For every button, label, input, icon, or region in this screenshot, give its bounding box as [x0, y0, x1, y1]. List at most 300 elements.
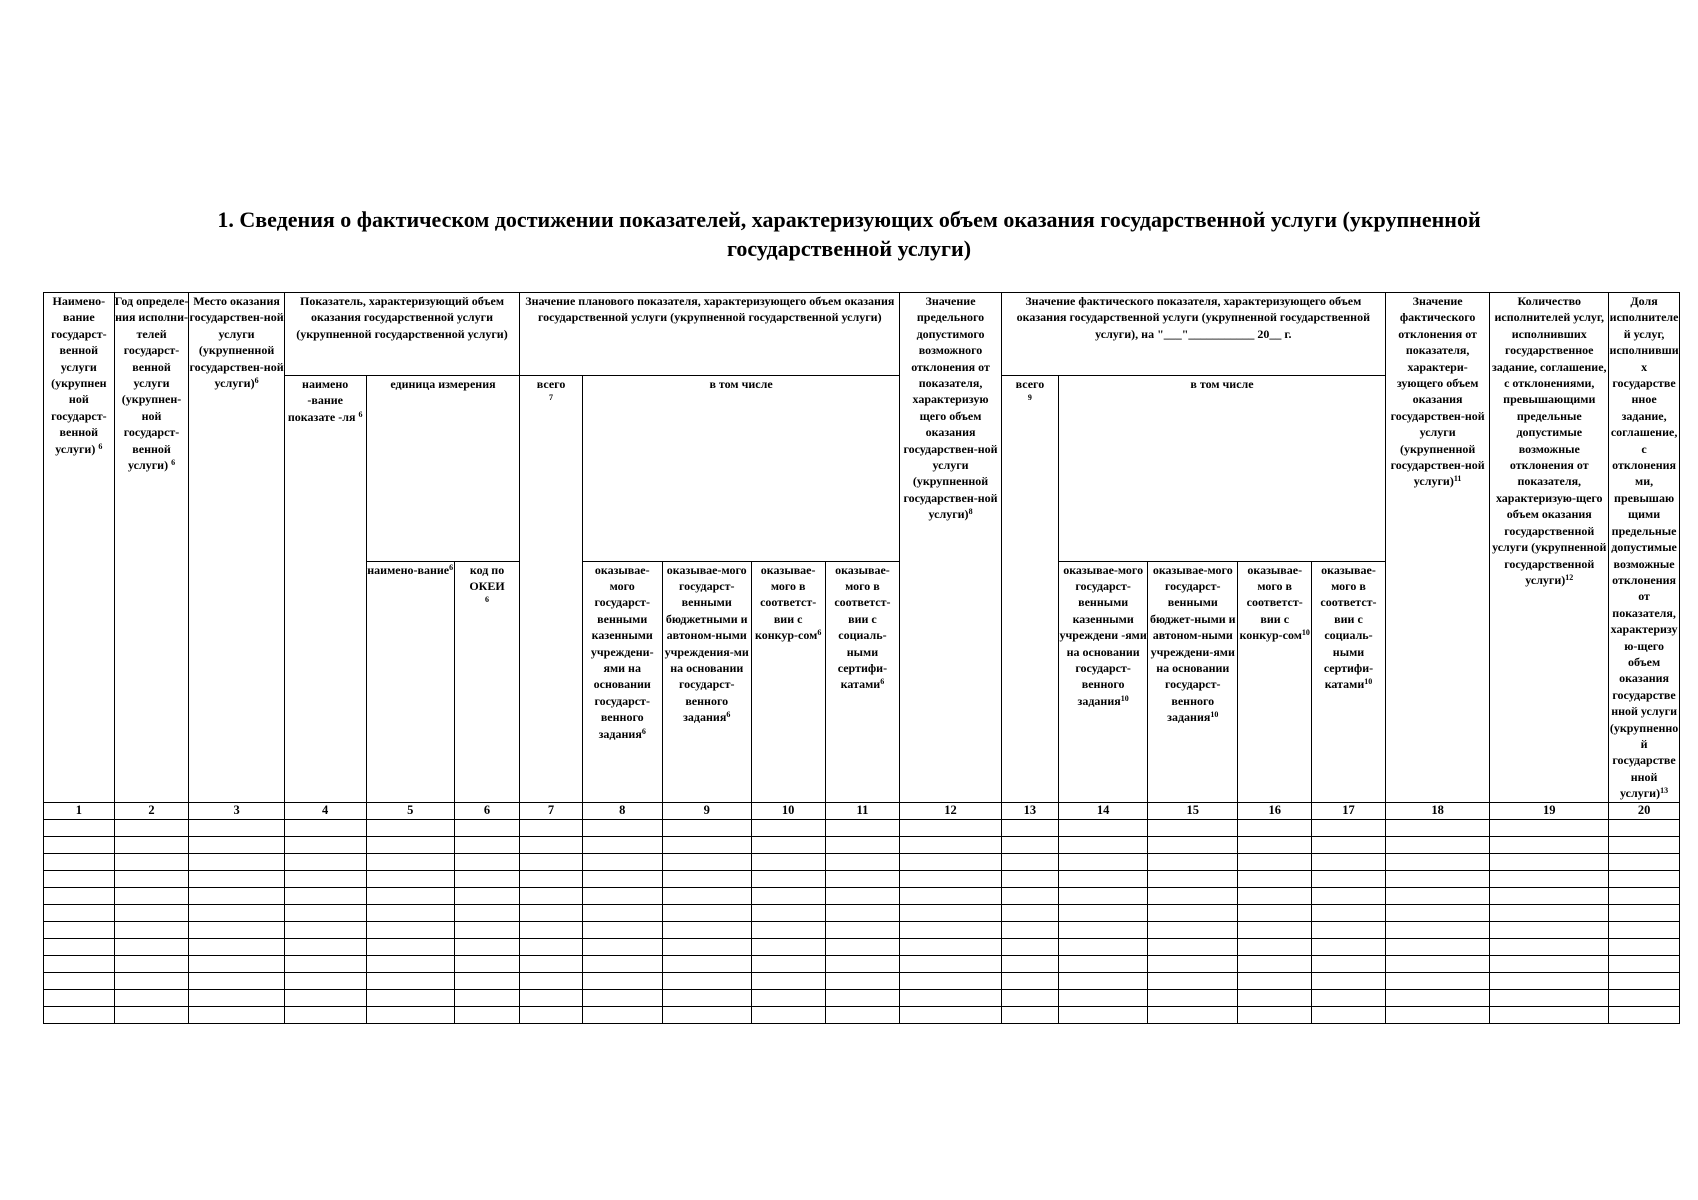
table-cell [44, 921, 115, 938]
column-number: 10 [751, 802, 825, 819]
table-cell [662, 870, 751, 887]
table-cell [825, 938, 900, 955]
column-number: 15 [1148, 802, 1238, 819]
table-cell [751, 819, 825, 836]
table-cell [1001, 955, 1058, 972]
column-number: 3 [189, 802, 284, 819]
table-cell [284, 1006, 366, 1023]
table-cell [366, 887, 454, 904]
table-cell [1609, 921, 1680, 938]
table-cell [1490, 1006, 1609, 1023]
table-cell [1609, 836, 1680, 853]
table-cell [1001, 904, 1058, 921]
table-cell [662, 989, 751, 1006]
table-cell [520, 938, 582, 955]
header-indicator-group: Показатель, характеризующий объем оказания государственной услуги (укрупненной государственной услуги) [284, 293, 520, 376]
table-cell [1001, 870, 1058, 887]
table-cell [1490, 887, 1609, 904]
table-row [44, 904, 1680, 921]
table-cell [366, 836, 454, 853]
table-cell [751, 955, 825, 972]
table-cell [1490, 836, 1609, 853]
table-cell [114, 853, 189, 870]
table-cell [454, 870, 520, 887]
table-cell [1385, 955, 1489, 972]
header-plan-budget-institutions: оказывае-мого государст-венными бюджетными и автоном-ными учреждения-ми на основании государст-венного задания$^6$ [662, 561, 751, 802]
table-cell [1238, 989, 1312, 1006]
table-cell [825, 972, 900, 989]
table-cell [44, 989, 115, 1006]
table-cell [366, 853, 454, 870]
table-cell [284, 955, 366, 972]
table-cell [189, 989, 284, 1006]
table-cell [1609, 819, 1680, 836]
table-cell [582, 938, 662, 955]
table-cell [1312, 887, 1386, 904]
table-cell [1609, 1006, 1680, 1023]
table-cell [1490, 870, 1609, 887]
column-number: 2 [114, 802, 189, 819]
table-cell [366, 870, 454, 887]
table-cell [454, 938, 520, 955]
table-cell [662, 887, 751, 904]
table-cell [284, 836, 366, 853]
table-row [44, 955, 1680, 972]
header-unit-name: наимено-вание$^6$ [366, 561, 454, 802]
table-cell [1385, 887, 1489, 904]
table-cell [1312, 870, 1386, 887]
table-cell [1490, 819, 1609, 836]
table-cell [1148, 1006, 1238, 1023]
table-cell [1238, 819, 1312, 836]
table-row [44, 921, 1680, 938]
table-row [44, 870, 1680, 887]
table-cell [284, 887, 366, 904]
table-cell [189, 870, 284, 887]
table-cell [582, 904, 662, 921]
indicators-table [43, 292, 1680, 1024]
table-cell [1385, 938, 1489, 955]
table-cell [1059, 1006, 1148, 1023]
table-cell [454, 904, 520, 921]
table-cell [189, 972, 284, 989]
table-cell [900, 870, 1001, 887]
table-cell [520, 870, 582, 887]
table-row [44, 972, 1680, 989]
table-cell [1312, 904, 1386, 921]
table-cell [1238, 955, 1312, 972]
table-cell [44, 955, 115, 972]
table-cell [662, 904, 751, 921]
table-cell [366, 921, 454, 938]
table-cell [454, 921, 520, 938]
table-row [44, 1006, 1680, 1023]
table-cell [1238, 836, 1312, 853]
table-cell [44, 1006, 115, 1023]
table-cell [1001, 853, 1058, 870]
table-cell [1059, 887, 1148, 904]
table-cell [114, 955, 189, 972]
header-plan-certificates: оказывае-мого в соответст-вии с социаль-ными сертифи-катами$^6$ [825, 561, 900, 802]
table-cell [1385, 921, 1489, 938]
column-number: 4 [284, 802, 366, 819]
table-cell [1059, 836, 1148, 853]
table-cell [189, 938, 284, 955]
table-cell [751, 972, 825, 989]
table-cell [1148, 938, 1238, 955]
table-cell [900, 1006, 1001, 1023]
table-cell [1609, 904, 1680, 921]
table-cell [114, 819, 189, 836]
table-cell [44, 819, 115, 836]
table-cell [662, 938, 751, 955]
table-cell [1490, 972, 1609, 989]
header-fact-state-institutions: оказывае-мого государст-венными казенными учреждени -ями на основании государст-венного задания$^{10}$ [1059, 561, 1148, 802]
header-fact-budget-institutions: оказывае-мого государст-венными бюджет-ными и автоном-ными учреждени-ями на основании государст-венного задания$^{10}$ [1148, 561, 1238, 802]
table-cell [900, 819, 1001, 836]
table-cell [582, 819, 662, 836]
column-number: 12 [900, 802, 1001, 819]
table-cell [662, 955, 751, 972]
table-cell [1148, 972, 1238, 989]
table-cell [662, 853, 751, 870]
table-cell [114, 1006, 189, 1023]
table-cell [825, 955, 900, 972]
table-cell [366, 904, 454, 921]
table-cell [582, 955, 662, 972]
table-cell [1490, 921, 1609, 938]
table-cell [662, 921, 751, 938]
table-cell [1001, 887, 1058, 904]
table-cell [1490, 955, 1609, 972]
table-cell [1001, 989, 1058, 1006]
table-cell [1059, 870, 1148, 887]
table-cell [1059, 955, 1148, 972]
table-cell [1059, 921, 1148, 938]
table-cell [582, 1006, 662, 1023]
table-cell [1148, 819, 1238, 836]
table-cell [1059, 904, 1148, 921]
table-cell [751, 836, 825, 853]
header-year: Год определе-ния исполни-телей государст-венной услуги (укрупнен-ной государст-венной услуги) $^6$ [114, 293, 189, 803]
header-plan-group: Значение планового показателя, характеризующего объем оказания государственной услуги (укрупненной государственной услуги) [520, 293, 900, 376]
table-row [44, 819, 1680, 836]
table-cell [1609, 938, 1680, 955]
table-cell [751, 904, 825, 921]
table-cell [114, 904, 189, 921]
table-cell [1609, 853, 1680, 870]
table-cell [454, 1006, 520, 1023]
column-number: 13 [1001, 802, 1058, 819]
table-cell [825, 1006, 900, 1023]
table-cell [1385, 853, 1489, 870]
header-unit-group: единица измерения [366, 376, 520, 562]
table-cell [520, 836, 582, 853]
table-cell [1312, 938, 1386, 955]
table-cell [1059, 972, 1148, 989]
table-cell [189, 921, 284, 938]
table-cell [900, 853, 1001, 870]
table-cell [366, 1006, 454, 1023]
table-cell [520, 972, 582, 989]
table-cell [582, 853, 662, 870]
table-cell [1490, 938, 1609, 955]
table-cell [582, 989, 662, 1006]
table-cell [454, 955, 520, 972]
table-cell [1490, 853, 1609, 870]
table-cell [1385, 972, 1489, 989]
table-cell [825, 989, 900, 1006]
table-cell [1238, 853, 1312, 870]
header-max-deviation: Значение предельного допустимого возможного отклонения от показателя, характеризую щего объем оказания государствен-ной услуги (укрупненной государствен-ной услуги)$^8$ [900, 293, 1001, 803]
table-cell [751, 887, 825, 904]
table-cell [1312, 853, 1386, 870]
table-cell [189, 887, 284, 904]
column-numbers-row [44, 802, 1680, 819]
table-cell [1238, 904, 1312, 921]
table-cell [900, 921, 1001, 938]
table-cell [1238, 972, 1312, 989]
header-plan-competition: оказывае-мого в соответст-вии с конкур-сом$^6$ [751, 561, 825, 802]
table-row [44, 853, 1680, 870]
column-number: 11 [825, 802, 900, 819]
table-cell [189, 904, 284, 921]
table-cell [284, 904, 366, 921]
table-cell [825, 904, 900, 921]
table-cell [1148, 921, 1238, 938]
table-cell [189, 819, 284, 836]
table-cell [1490, 989, 1609, 1006]
table-cell [189, 1006, 284, 1023]
column-number: 16 [1238, 802, 1312, 819]
table-cell [1385, 836, 1489, 853]
table-cell [454, 972, 520, 989]
header-fact-certificates: оказывае-мого в соответст-вии с социаль-ными сертифи-катами$^{10}$ [1312, 561, 1386, 802]
table-cell [1001, 972, 1058, 989]
table-cell [284, 989, 366, 1006]
table-cell [1490, 904, 1609, 921]
table-cell [1059, 819, 1148, 836]
header-plan-including: в том числе [582, 376, 900, 562]
column-number: 18 [1385, 802, 1489, 819]
table-cell [1001, 819, 1058, 836]
header-plan-state-institutions: оказывае-мого государст-венными казенными учреждени-ями на основании государст-венного задания$^6$ [582, 561, 662, 802]
table-row [44, 938, 1680, 955]
table-cell [454, 836, 520, 853]
column-number: 14 [1059, 802, 1148, 819]
table-cell [1238, 887, 1312, 904]
table-cell [454, 887, 520, 904]
table-cell [1312, 921, 1386, 938]
table-cell [44, 938, 115, 955]
table-cell [520, 955, 582, 972]
table-cell [1609, 989, 1680, 1006]
table-cell [1059, 989, 1148, 1006]
table-cell [1312, 1006, 1386, 1023]
table-cell [825, 836, 900, 853]
table-cell [366, 955, 454, 972]
table-cell [520, 887, 582, 904]
table-cell [751, 853, 825, 870]
header-indicator-name: наимено -вание показате -ля $^6$ [284, 376, 366, 803]
header-fact-group: Значение фактического показателя, характеризующего объем оказания государственной услуги (укрупненной государственной услуги), на "___"___________ 20__ г. [1001, 293, 1385, 376]
table-cell [1238, 938, 1312, 955]
table-cell [1609, 972, 1680, 989]
table-cell [1148, 955, 1238, 972]
column-number: 8 [582, 802, 662, 819]
table-cell [284, 853, 366, 870]
table-cell [1001, 836, 1058, 853]
table-cell [751, 1006, 825, 1023]
table-cell [114, 989, 189, 1006]
table-cell [900, 955, 1001, 972]
table-cell [1609, 870, 1680, 887]
header-fact-including: в том числе [1059, 376, 1386, 562]
column-number: 1 [44, 802, 115, 819]
table-cell [1238, 870, 1312, 887]
table-cell [1238, 921, 1312, 938]
header-fact-competition: оказывае-мого в соответст-вии с конкур-сом$^{10}$ [1238, 561, 1312, 802]
table-cell [582, 887, 662, 904]
table-cell [454, 819, 520, 836]
header-executors-count: Количество исполнителей услуг, исполнивших государственное задание, соглашение, с отклонениями, превышающими предельные допустимые возможные отклонения от показателя, характеризую-щего объем оказания государственной услуги (укрупненной государственной услуги)$^{12}$ [1490, 293, 1609, 803]
table-cell [1148, 989, 1238, 1006]
column-number: 6 [454, 802, 520, 819]
table-cell [366, 938, 454, 955]
table-cell [114, 972, 189, 989]
header-service-name: Наимено-вание государст-венной услуги (укрупнен ной государст-венной услуги) $^6$ [44, 293, 115, 803]
table-cell [366, 972, 454, 989]
column-number: 7 [520, 802, 582, 819]
table-cell [114, 938, 189, 955]
table-cell [1385, 989, 1489, 1006]
table-cell [284, 972, 366, 989]
table-cell [900, 989, 1001, 1006]
table-cell [751, 938, 825, 955]
table-cell [1609, 955, 1680, 972]
table-cell [1312, 972, 1386, 989]
table-cell [284, 938, 366, 955]
table-row [44, 989, 1680, 1006]
table-cell [582, 870, 662, 887]
table-cell [1001, 921, 1058, 938]
table-cell [751, 870, 825, 887]
table-row [44, 836, 1680, 853]
table-cell [284, 819, 366, 836]
header-executors-share: Доля исполнителей услуг, исполнивших государственное задание, соглашение, с отклонениями, превышающими предельные допустимые возможные отклонения от показателя, характеризую-щего объем оказания государственной услуги (укрупненной государственной услуги)$^{13}$ [1609, 294, 1679, 801]
table-cell [1059, 853, 1148, 870]
table-cell [189, 836, 284, 853]
table-cell [1385, 1006, 1489, 1023]
table-cell [44, 904, 115, 921]
table-cell [825, 887, 900, 904]
table-cell [1001, 938, 1058, 955]
header-fact-total: всего $^9$ [1001, 376, 1058, 803]
table-cell [520, 853, 582, 870]
table-cell [44, 887, 115, 904]
header-fact-deviation: Значение фактического отклонения от показателя, характери-зующего объем оказания государствен-ной услуги (укрупненной государствен-ной услуги)$^{11}$ [1385, 293, 1489, 803]
table-cell [114, 870, 189, 887]
column-number: 17 [1312, 802, 1386, 819]
table-cell [1385, 904, 1489, 921]
table-cell [44, 972, 115, 989]
table-cell [1148, 904, 1238, 921]
table-cell [1312, 955, 1386, 972]
table-cell [662, 1006, 751, 1023]
table-cell [751, 989, 825, 1006]
table-cell [189, 853, 284, 870]
table-cell [284, 921, 366, 938]
table-cell [900, 938, 1001, 955]
table-cell [825, 853, 900, 870]
column-number: 20 [1609, 802, 1680, 819]
table-cell [189, 955, 284, 972]
table-cell [582, 972, 662, 989]
table-cell [900, 904, 1001, 921]
table-cell [1148, 836, 1238, 853]
table-cell [1238, 1006, 1312, 1023]
table-cell [825, 870, 900, 887]
table-cell [454, 853, 520, 870]
table-cell [900, 972, 1001, 989]
column-number: 9 [662, 802, 751, 819]
header-place: Место оказания государствен-ной услуги (укрупненной государствен-ной услуги)$^6$ [189, 293, 284, 803]
table-cell [366, 819, 454, 836]
table-cell [44, 836, 115, 853]
table-cell [1148, 887, 1238, 904]
table-cell [1312, 819, 1386, 836]
table-cell [751, 921, 825, 938]
table-cell [520, 904, 582, 921]
table-cell [825, 921, 900, 938]
table-cell [662, 972, 751, 989]
table-cell [662, 819, 751, 836]
header-okei-code: код по ОКЕИ $^6$ [454, 561, 520, 802]
table-cell [1312, 836, 1386, 853]
table-cell [582, 921, 662, 938]
table-cell [582, 836, 662, 853]
table-cell [662, 836, 751, 853]
section-title: 1. Сведения о фактическом достижении показателей, характеризующих объем оказания государственной услуги (укрупненной государственной услуги) [217, 207, 1481, 261]
table-cell [114, 887, 189, 904]
table-cell [520, 989, 582, 1006]
table-cell [520, 921, 582, 938]
table-cell [1059, 938, 1148, 955]
table-cell [520, 819, 582, 836]
table-row [44, 887, 1680, 904]
table-cell [1148, 853, 1238, 870]
table-cell [44, 870, 115, 887]
table-cell [454, 989, 520, 1006]
table-cell [114, 921, 189, 938]
table-cell [1148, 870, 1238, 887]
table-cell [825, 819, 900, 836]
table-cell [44, 853, 115, 870]
table-cell [1312, 989, 1386, 1006]
table-cell [366, 989, 454, 1006]
table-cell [114, 836, 189, 853]
column-number: 5 [366, 802, 454, 819]
table-cell [900, 836, 1001, 853]
table-cell [900, 887, 1001, 904]
table-cell [1385, 819, 1489, 836]
table-cell [1001, 1006, 1058, 1023]
table-cell [284, 870, 366, 887]
header-plan-total: всего $^7$ [520, 376, 582, 803]
column-number: 19 [1490, 802, 1609, 819]
table-cell [520, 1006, 582, 1023]
table-cell [1609, 887, 1680, 904]
